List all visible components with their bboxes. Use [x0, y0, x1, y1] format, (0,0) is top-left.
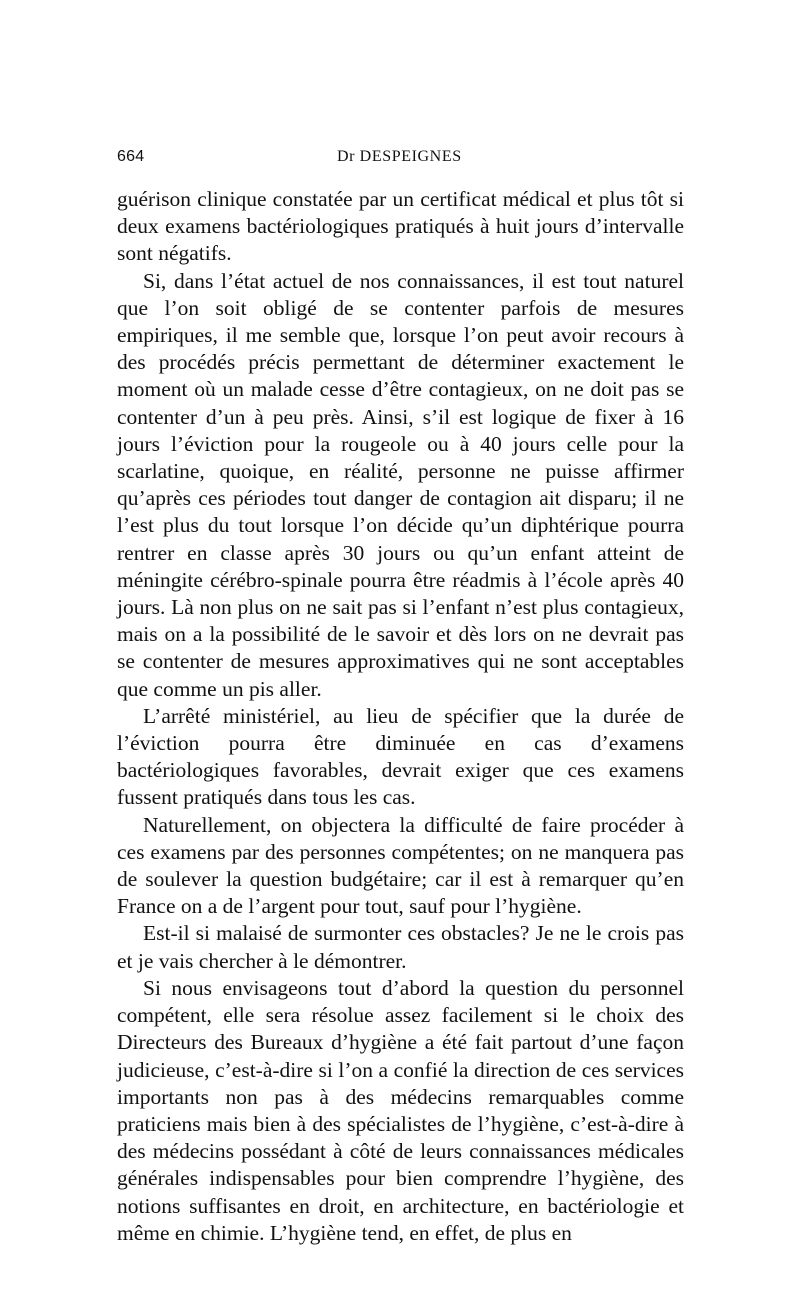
running-title: Dr DESPEIGNES	[337, 148, 462, 165]
page-body	[117, 186, 684, 1247]
paragraph-objections: Naturellement, on objectera la difficulté de faire procéder à ces examens par des personnes compétentes; on ne manquera pas de soulever la question budgétaire; car il est à remarquer qu’en France on a de l’argent pour tout, sauf pour l’hygiène.	[117, 812, 684, 919]
paragraph-ministerial-order: L’arrêté ministériel, au lieu de spécifier que la durée de l’éviction pourra être diminuée en cas d’examens bactériologiques favorables, devrait exiger que ces examens fussent pratiqués dans tous les cas.	[117, 703, 684, 810]
paragraph-eviction-logic: Si, dans l’état actuel de nos connaissances, il est tout naturel que l’on soit obligé de se contenter parfois de mesures empiriques, il me semble que, lorsque l’on peut avoir recours à des procédés précis permettant de déterminer exactement le moment où un malade cesse d’être contagieux, on ne doit pas se contenter d’un à peu près. Ainsi, s’il est logique de fixer à 16 jours l’éviction pour la rougeole ou à 40 jours celle pour la scarlatine, quoique, en réalité, personne ne puisse affirmer qu’après ces périodes tout danger de contagion ait disparu; il ne l’est plus du tout lorsque l’on décide qu’un diphtérique pourra rentrer en classe après 30 jours ou qu’un enfant atteint de méningite cérébro-spinale pourra être réadmis à l’école après 40 jours. Là non plus on ne sait pas si l’enfant n’est plus contagieux, mais on a la possibilité de le savoir et dès lors on ne devrait pas se contenter de mesures approximatives qui ne sont acceptables que comme un pis aller.	[117, 268, 684, 701]
book-page	[117, 140, 684, 1247]
paragraph-obstacles: Est-il si malaisé de surmonter ces obstacles? Je ne le crois pas et je vais chercher à le démontrer.	[117, 921, 684, 973]
page-header	[117, 140, 684, 174]
paragraph-competent-personnel: Si nous envisageons tout d’abord la question du personnel compétent, elle sera résolue assez facilement si le choix des Directeurs des Bureaux d’hygiène a été fait partout d’une façon judicieuse, c’est-à-dire si l’on a confié la direction de ces services importants non pas à des médecins remarquables comme praticiens mais bien à des spécialistes de l’hygiène, c’est-à-dire à des médecins possédant à côté de leurs connaissances médicales générales indispensables pour bien comprendre l’hygiène, des notions suffisantes en droit, en architecture, en bactériologie et même en chimie. L’hygiène tend, en effet, de plus en	[117, 975, 684, 1245]
paragraph-continuation: guérison clinique constatée par un certificat médical et plus tôt si deux examens bactériologiques pratiqués à huit jours d’intervalle sont négatifs.	[117, 187, 684, 266]
page-number: 664	[117, 148, 145, 165]
